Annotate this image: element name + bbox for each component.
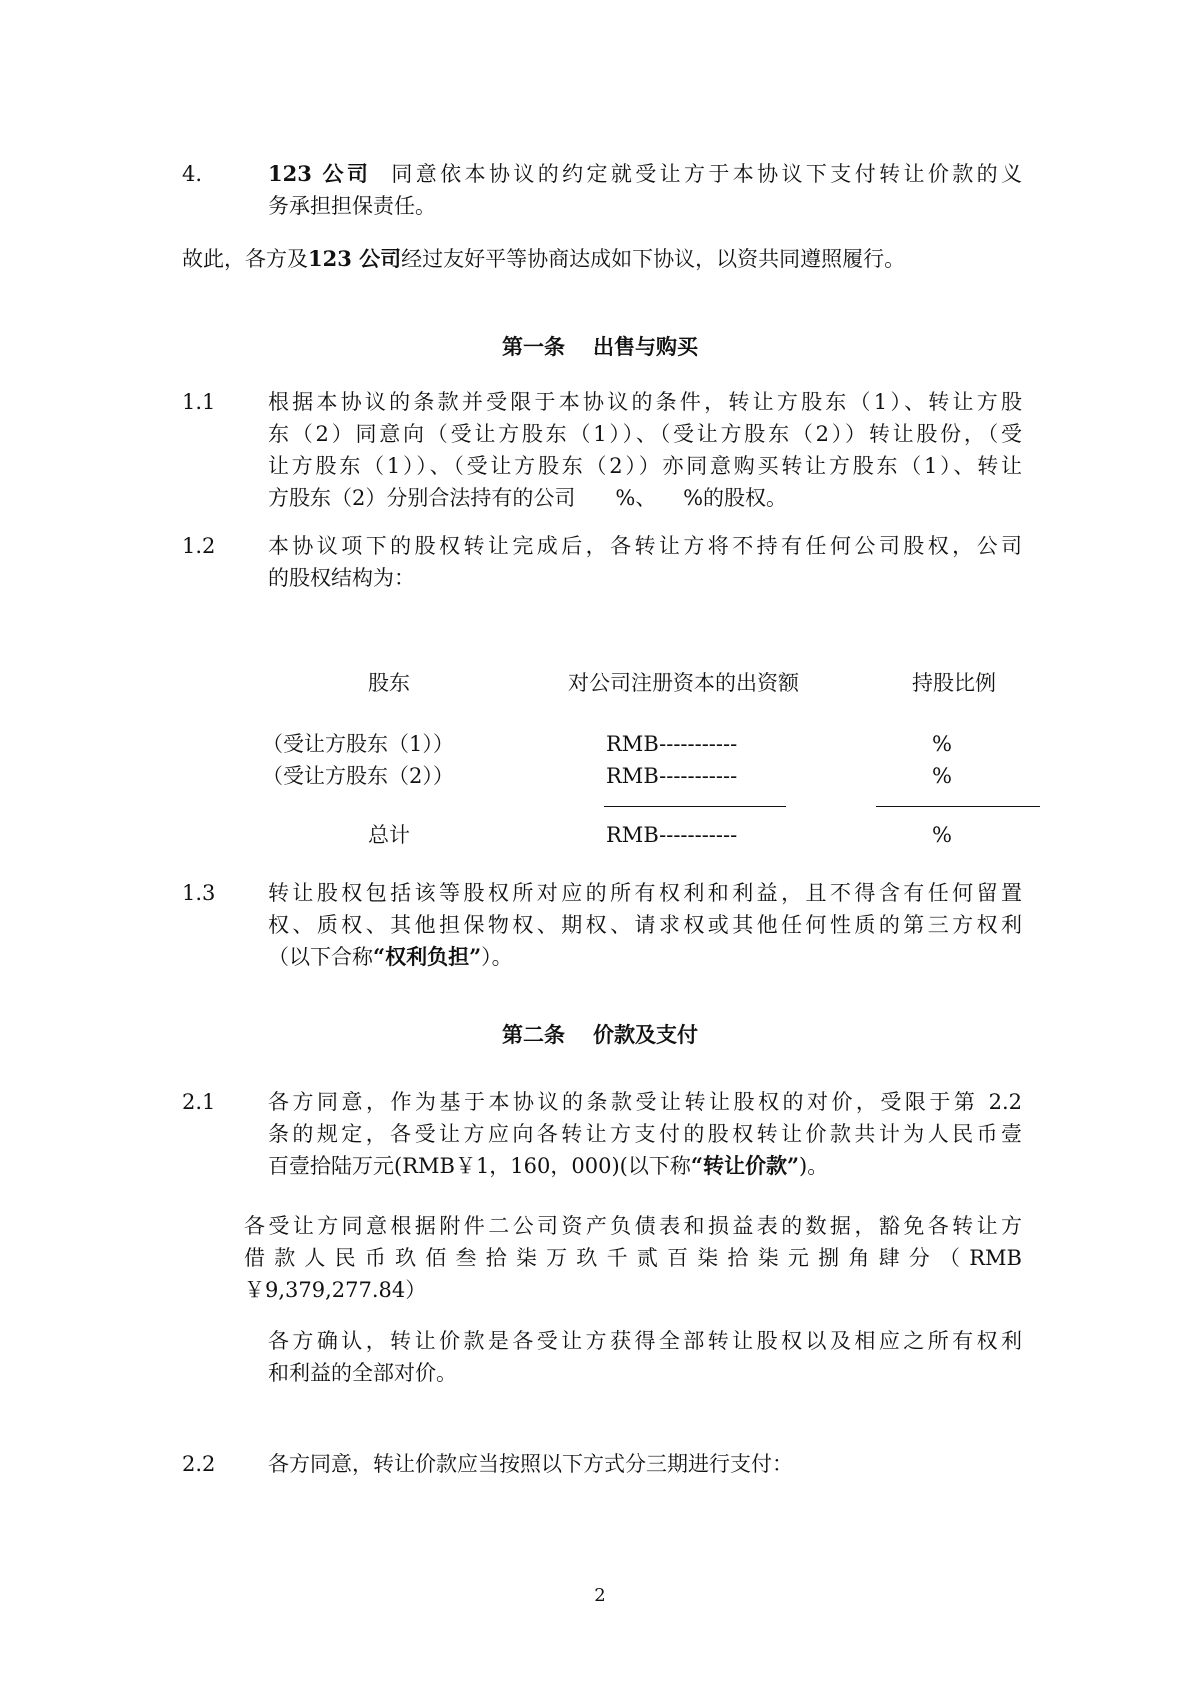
table-row-2-ratio: % [932,764,952,788]
clause-2-1-line-3 [268,1150,1022,1182]
intro-paragraph [182,243,1022,275]
clause-1-3-line-2: 权、质权、其他担保物权、期权、请求权或其他任何性质的第三方权利 [268,913,1022,937]
table-total-amount: RMB----------- [606,823,738,847]
table-header-amount: 对公司注册资本的出资额 [568,671,799,695]
article-2-heading [0,1019,1200,1051]
clause-2-2-number: 2.2 [182,1452,216,1476]
clause-1-3-line-3 [268,941,1022,973]
amount-total-rule [604,806,786,807]
clause-1-2-line-1: 本协议项下的股权转让完成后，各转让方将不持有任何公司股权，公司 [268,534,1022,558]
clause-2-1-body [268,1086,1022,1182]
article-1-title: 出售与购买 [593,334,698,359]
item-4-line-1 [268,158,1022,190]
table-total-label: 总计 [368,823,410,847]
intro-after: 经过友好平等协商达成如下协议，以资共同遵照履行。 [401,247,906,271]
clause-1-2-number: 1.2 [182,534,216,558]
article-2-title: 价款及支付 [593,1022,698,1047]
ratio-total-rule [876,806,1040,807]
article-1-heading [0,331,1200,363]
intro-company: 123 公司 [308,246,402,271]
clause-2-1-number: 2.1 [182,1090,216,1114]
confirmation-line-2: 和利益的全部对价。 [268,1361,457,1385]
clause-1-3-line-3-before: （以下合称 [268,945,373,969]
waiver-line-2: 借款人民币玖佰叁拾柒万玖千贰百柒拾柒元捌角肆分（RMB [244,1246,1022,1270]
clause-2-1-line-3-before: 百壹拾陆万元(RMB￥1，160，000)(以下称 [268,1154,691,1178]
table-row-1-holder: （受让方股东（1）） [262,732,454,756]
table-row-1-amount: RMB----------- [606,732,738,756]
clause-2-1-line-1: 各方同意，作为基于本协议的条款受让转让股权的对价，受限于第 2.2 [268,1090,1022,1114]
clause-1-1-line-2: 东（2）同意向（受让方股东（1））、（受让方股东（2））转让股份，（受 [268,422,1022,446]
clause-1-1-line-1: 根据本协议的条款并受限于本协议的条件，转让方股东（1）、转让方股 [268,390,1022,414]
confirmation-paragraph [268,1325,1022,1389]
waiver-paragraph [244,1210,1022,1306]
clause-2-1-line-2: 条的规定，各受让方应向各转让方支付的股权转让价款共计为人民币壹 [268,1122,1022,1146]
clause-1-1-line-4: 方股东（2）分别合法持有的公司 %、 %的股权。 [268,486,788,510]
table-row-2-amount: RMB----------- [606,764,738,788]
clause-1-1-line-3: 让方股东（1））、（受让方股东（2））亦同意购买转让方股东（1）、转让 [268,454,1022,478]
clause-1-2-body [268,530,1022,594]
clause-1-2-line-2: 的股权结构为： [268,566,415,590]
item-4-line-2: 务承担担保责任。 [268,194,436,218]
table-total-ratio: % [932,823,952,847]
defined-term-encumbrance: “权利负担” [373,944,482,969]
table-row-2-holder: （受让方股东（2）） [262,764,454,788]
article-2-label: 第二条 [502,1022,565,1047]
table-header-ratio: 持股比例 [912,671,996,695]
page-number: 2 [594,1585,606,1606]
waiver-line-3: ￥9,379,277.84） [244,1278,427,1302]
clause-1-3-number: 1.3 [182,881,216,905]
intro-before: 故此，各方及 [182,247,308,271]
defined-term-transfer-price: “转让价款” [690,1153,800,1178]
table-header-holder: 股东 [368,671,410,695]
item-4-line-1-text: 同意依本协议的约定就受让方于本协议下支付转让价款的义 [391,162,1022,186]
clause-2-2-body: 各方同意，转让价款应当按照以下方式分三期进行支付： [268,1452,793,1476]
table-row-1-ratio: % [932,732,952,756]
confirmation-line-1: 各方确认，转让价款是各受让方获得全部转让股权以及相应之所有权利 [268,1329,1022,1353]
waiver-line-1: 各受让方同意根据附件二公司资产负债表和损益表的数据，豁免各转让方 [244,1214,1022,1238]
clause-1-1-body [268,386,1022,514]
item-4-number: 4. [182,162,203,186]
clause-1-3-line-1: 转让股权包括该等股权所对应的所有权利和利益，且不得含有任何留置 [268,881,1022,905]
company-name: 123 公司 [268,161,372,186]
clause-1-1-number: 1.1 [182,390,216,414]
clause-1-3-line-3-after: ）。 [481,945,513,969]
clause-1-3-body [268,877,1022,973]
item-4-body [268,158,1022,222]
article-1-label: 第一条 [502,334,565,359]
clause-2-1-line-3-after: )。 [799,1154,829,1178]
